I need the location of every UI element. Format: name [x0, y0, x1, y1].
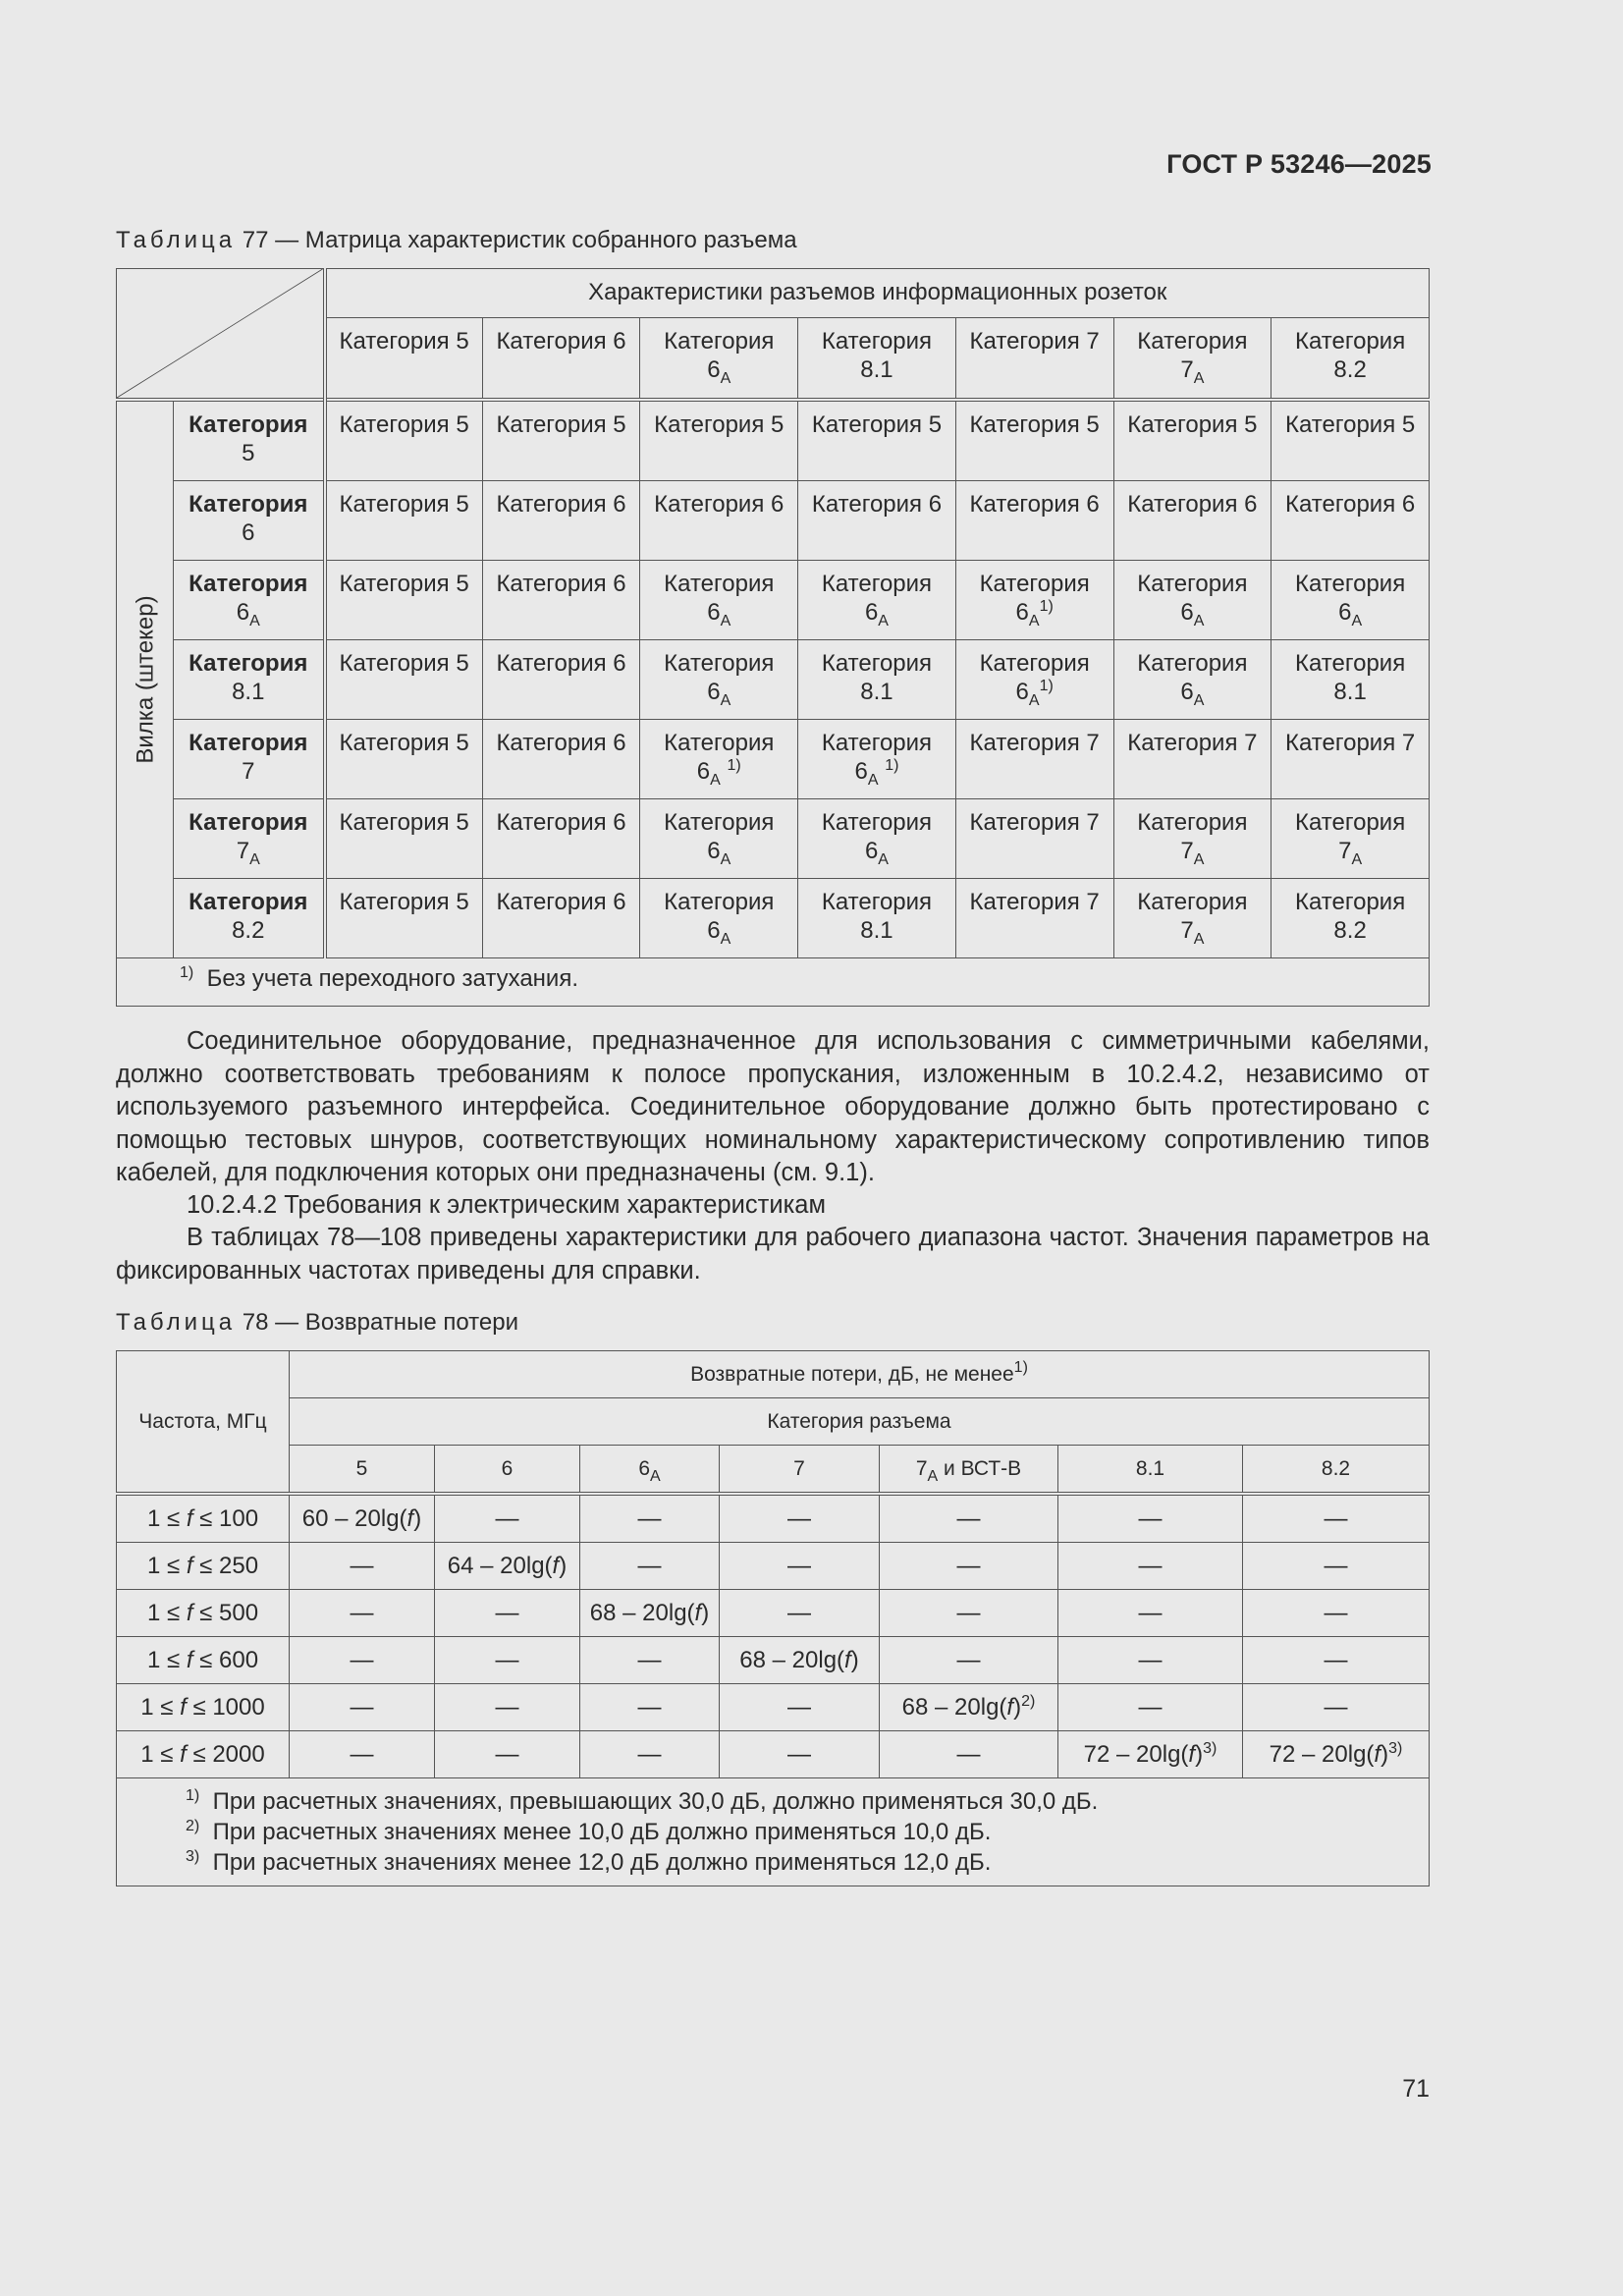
row-header: Категория 7: [174, 720, 325, 799]
return-loss-value: —: [880, 1543, 1058, 1590]
category-column-header: 6: [435, 1446, 580, 1495]
category-column-header: 8.1: [1058, 1446, 1243, 1495]
matrix-cell: Категория 6: [482, 879, 640, 958]
matrix-cell: Категория 5: [325, 400, 483, 481]
column-header: Категория 8.2: [1271, 318, 1430, 401]
return-loss-value: —: [1243, 1590, 1430, 1637]
matrix-cell: Категория 8.2: [1271, 879, 1430, 958]
section-heading-10-2-4-2: 10.2.4.2 Требования к электрическим характеристикам: [187, 1191, 827, 1219]
return-loss-value: —: [1243, 1684, 1430, 1731]
table78-caption-title: 78 — Возвратные потери: [236, 1309, 518, 1336]
return-loss-value: 64 – 20lg(f): [435, 1543, 580, 1590]
matrix-cell: Категория 8.1: [798, 879, 956, 958]
return-loss-value: —: [435, 1637, 580, 1684]
connector-category-header: Категория разъема: [290, 1398, 1430, 1446]
note-line: $^{3)}$ При расчетных значениях менее 12,0 дБ должно применяться 12,0 дБ.: [186, 1848, 992, 1876]
matrix-cell: Категория $7_A$: [1113, 799, 1271, 879]
return-loss-value: —: [1243, 1543, 1430, 1590]
return-loss-value: —: [720, 1494, 880, 1543]
matrix-cell: Категория 8.1: [798, 640, 956, 720]
matrix-cell: Категория 5: [798, 400, 956, 481]
matrix-cell: Категория 7: [1113, 720, 1271, 799]
frequency-range: 1 ≤ f ≤ 100: [117, 1494, 290, 1543]
return-loss-value: —: [580, 1684, 720, 1731]
return-loss-value: —: [720, 1543, 880, 1590]
matrix-cell: Категория $6_A$: [640, 640, 798, 720]
frequency-range: 1 ≤ f ≤ 2000: [117, 1731, 290, 1778]
matrix-cell: Категория $6_A^{1)}$: [955, 640, 1113, 720]
row-header: Категория $7_A$: [174, 799, 325, 879]
matrix-cell: Категория $6_A$: [640, 561, 798, 640]
matrix-cell: Категория 6: [482, 799, 640, 879]
page-number: 71: [1402, 2075, 1430, 2103]
return-loss-value: —: [1058, 1684, 1243, 1731]
matrix-cell: Категория 5: [482, 400, 640, 481]
matrix-cell: Категория 6: [955, 481, 1113, 561]
return-loss-value: 60 – 20lg(f): [290, 1494, 435, 1543]
matrix-cell: Категория $6_A$: [798, 561, 956, 640]
column-header: Категория 6: [482, 318, 640, 401]
row-header: Категория 8.2: [174, 879, 325, 958]
note-line: $^{1)}$ При расчетных значениях, превышающих 30,0 дБ, должно применяться 30,0 дБ.: [186, 1787, 1099, 1815]
row-group-label: Вилка (штекер): [132, 595, 158, 764]
return-loss-value: —: [1058, 1494, 1243, 1543]
category-column-header: $6_A$: [580, 1446, 720, 1495]
matrix-cell: Категория 5: [640, 400, 798, 481]
table78-caption: [116, 1309, 518, 1337]
matrix-cell: Категория 5: [325, 720, 483, 799]
matrix-cell: Категория $6_A$ $^{1)}$: [640, 720, 798, 799]
table77-caption-prefix: Таблица: [116, 227, 237, 253]
row-header: Категория 5: [174, 400, 325, 481]
return-loss-value: —: [290, 1637, 435, 1684]
matrix-cell: Категория 5: [325, 799, 483, 879]
return-loss-value: —: [1243, 1637, 1430, 1684]
return-loss-value: —: [290, 1590, 435, 1637]
diagonal-corner-cell: [117, 269, 325, 401]
matrix-cell: Категория 5: [1271, 400, 1430, 481]
return-loss-value: —: [435, 1590, 580, 1637]
matrix-cell: Категория $7_A$: [1271, 799, 1430, 879]
matrix-cell: Категория 7: [955, 799, 1113, 879]
matrix-cell: Категория 6: [482, 640, 640, 720]
matrix-cell: Категория 8.1: [1271, 640, 1430, 720]
matrix-cell: Категория 5: [955, 400, 1113, 481]
standard-designation: ГОСТ Р 53246—2025: [1166, 149, 1432, 179]
return-loss-value: —: [580, 1543, 720, 1590]
return-loss-value: —: [435, 1684, 580, 1731]
paragraph-connecting-equipment: Соединительное оборудование, предназначенное для использования с симметричными кабелями, должно соответствовать требованиям к полосе пропускания, изложенным в 10.2.4.2, независимо от используемого разъемного интерфейса. Соединительное оборудование должно быть протестировано с помощью тестовых шнуров, соответствующих номинальному характеристическому сопротивлению типов кабелей, для подключения которых они предназначены (см. 9.1).: [116, 1027, 1430, 1186]
matrix-cell: Категория 5: [325, 879, 483, 958]
return-loss-value: —: [880, 1590, 1058, 1637]
diagonal-line: [117, 269, 323, 398]
return-loss-value: $72 - 20\lg(f)^{3)}$: [1058, 1731, 1243, 1778]
table77-caption-title: 77 — Матрица характеристик собранного разъема: [236, 227, 797, 253]
return-loss-value: —: [1058, 1590, 1243, 1637]
matrix-cell: Категория 6: [482, 720, 640, 799]
matrix-cell: Категория 6: [798, 481, 956, 561]
matrix-cell: Категория 6: [482, 561, 640, 640]
category-column-header: $7_A$ и ВСТ-В: [880, 1446, 1058, 1495]
matrix-cell: Категория 6: [482, 481, 640, 561]
matrix-cell: Категория 5: [325, 481, 483, 561]
return-loss-value: —: [290, 1731, 435, 1778]
matrix-cell: Категория $6_A^{1)}$: [955, 561, 1113, 640]
row-header: Категория 8.1: [174, 640, 325, 720]
return-loss-value: —: [880, 1494, 1058, 1543]
return-loss-header: Возвратные потери, дБ, не менее$^{1)}$: [290, 1351, 1430, 1398]
table-77-assembled-connector-matrix: [116, 268, 1430, 1007]
return-loss-value: —: [720, 1731, 880, 1778]
category-column-header: 8.2: [1243, 1446, 1430, 1495]
return-loss-value: 68 – 20lg(f): [580, 1590, 720, 1637]
matrix-cell: Категория $6_A$: [640, 879, 798, 958]
column-header: Категория $6_A$: [640, 318, 798, 401]
return-loss-value: —: [580, 1731, 720, 1778]
matrix-cell: Категория 7: [955, 879, 1113, 958]
return-loss-value: $72 - 20\lg(f)^{3)}$: [1243, 1731, 1430, 1778]
return-loss-value: —: [720, 1684, 880, 1731]
category-column-header: 7: [720, 1446, 880, 1495]
matrix-cell: Категория $7_A$: [1113, 879, 1271, 958]
note-line: $^{2)}$ При расчетных значениях менее 10,0 дБ должно применяться 10,0 дБ.: [186, 1818, 992, 1845]
matrix-cell: Категория 5: [1113, 400, 1271, 481]
table78-notes: [117, 1778, 1430, 1886]
return-loss-value: —: [290, 1543, 435, 1590]
matrix-cell: Категория 6: [1113, 481, 1271, 561]
return-loss-value: —: [290, 1684, 435, 1731]
row-group-header: [117, 400, 174, 958]
return-loss-value: —: [580, 1637, 720, 1684]
frequency-range: 1 ≤ f ≤ 600: [117, 1637, 290, 1684]
matrix-cell: Категория 7: [955, 720, 1113, 799]
matrix-cell: Категория $6_A$: [1113, 640, 1271, 720]
category-column-header: 5: [290, 1446, 435, 1495]
paragraph-tables-78-108: В таблицах 78—108 приведены характеристики для рабочего диапазона частот. Значения параметров на фиксированных частотах приведены для справки.: [116, 1224, 1430, 1285]
table77-caption: [116, 227, 797, 254]
frequency-header: Частота, МГц: [117, 1351, 290, 1495]
matrix-cell: Категория $6_A$ $^{1)}$: [798, 720, 956, 799]
column-header: Категория 7: [955, 318, 1113, 401]
matrix-cell: Категория $6_A$: [1271, 561, 1430, 640]
matrix-cell: Категория 5: [325, 561, 483, 640]
return-loss-value: —: [1243, 1494, 1430, 1543]
return-loss-value: $68 - 20\lg(f)^{2)}$: [880, 1684, 1058, 1731]
matrix-cell: Категория $6_A$: [640, 799, 798, 879]
matrix-cell: Категория 6: [1271, 481, 1430, 561]
return-loss-value: —: [1058, 1543, 1243, 1590]
frequency-range: 1 ≤ f ≤ 250: [117, 1543, 290, 1590]
matrix-cell: Категория $6_A$: [1113, 561, 1271, 640]
return-loss-value: 68 – 20lg(f): [720, 1637, 880, 1684]
return-loss-value: —: [435, 1494, 580, 1543]
column-header: Категория 5: [325, 318, 483, 401]
table78-caption-prefix: Таблица: [116, 1309, 237, 1336]
footnote-mark: 1): [180, 964, 194, 981]
row-header: Категория 6: [174, 481, 325, 561]
table77-footnote: $^{1)}$ Без учета переходного затухания.: [117, 958, 1430, 1007]
matrix-cell: Категория 5: [325, 640, 483, 720]
frequency-range: 1 ≤ f ≤ 1000: [117, 1684, 290, 1731]
column-header: Категория 8.1: [798, 318, 956, 401]
frequency-range: 1 ≤ f ≤ 500: [117, 1590, 290, 1637]
return-loss-value: —: [1058, 1637, 1243, 1684]
column-header: Категория $7_A$: [1113, 318, 1271, 401]
matrix-cell: Категория $6_A$: [798, 799, 956, 879]
table-78-return-loss: [116, 1350, 1430, 1886]
return-loss-value: —: [435, 1731, 580, 1778]
column-group-header: Характеристики разъемов информационных розеток: [325, 269, 1430, 318]
return-loss-value: —: [580, 1494, 720, 1543]
return-loss-value: —: [720, 1590, 880, 1637]
matrix-cell: Категория 7: [1271, 720, 1430, 799]
row-header: Категория $6_A$: [174, 561, 325, 640]
return-loss-value: —: [880, 1637, 1058, 1684]
return-loss-value: —: [880, 1731, 1058, 1778]
matrix-cell: Категория 6: [640, 481, 798, 561]
